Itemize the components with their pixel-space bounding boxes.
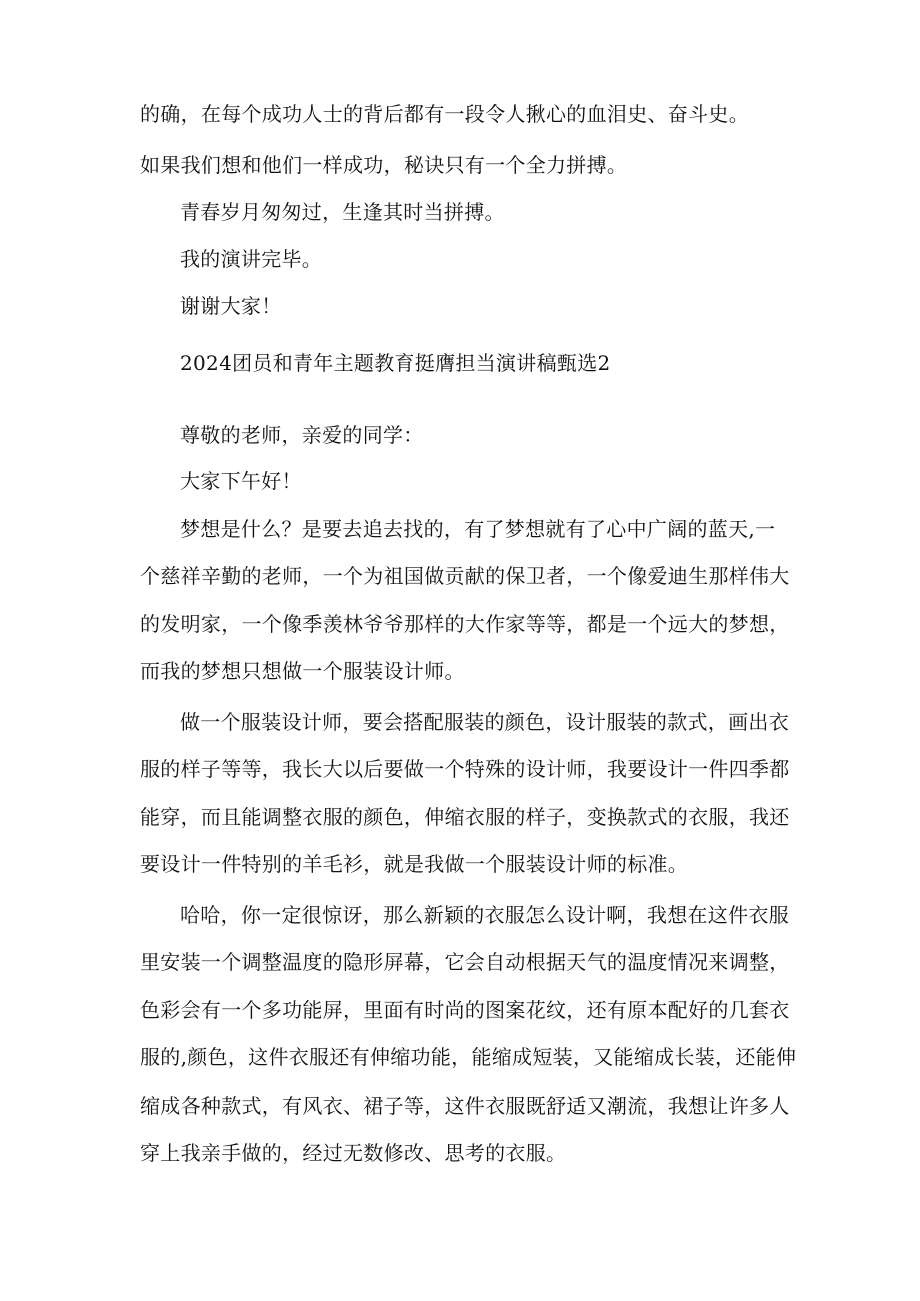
text-line: 要设计一件特别的羊毛衫，就是我做一个服装设计师的标准。	[140, 852, 689, 876]
text-line: 哈哈，你一定很惊讶，那么新颖的衣服怎么设计啊，我想在这件衣服	[180, 903, 789, 927]
text-line: 穿上我亲手做的，经过无数修改、思考的衣服。	[140, 1141, 567, 1165]
text-line: 青春岁月匆匆过，生逢其时当拼搏。	[180, 200, 505, 224]
salutation: 尊敬的老师，亲爱的同学：	[180, 423, 424, 447]
text-line: 能穿，而且能调整衣服的颜色，伸缩衣服的样子，变换款式的衣服，我还	[140, 805, 790, 829]
text-line: 服的样子等等，我长大以后要做一个特殊的设计师，我要设计一件四季都	[140, 757, 790, 781]
text-line: 的发明家，一个像季羡林爷爷那样的大作家等等，都是一个远大的梦想，	[140, 612, 790, 636]
section-heading: 2024团员和青年主题教育挺膺担当演讲稿甄选2	[180, 351, 611, 375]
text-line: 里安装一个调整温度的隐形屏幕，它会自动根据天气的温度情况来调整，	[140, 950, 790, 974]
text-line: 谢谢大家！	[180, 294, 282, 318]
text-line: 我的演讲完毕。	[180, 247, 323, 271]
text-line: 而我的梦想只想做一个服装设计师。	[140, 659, 465, 683]
text-line: 的确，在每个成功人士的背后都有一段令人揪心的血泪史、奋斗史。	[140, 102, 749, 126]
text-line: 缩成各种款式，有风衣、裙子等，这件衣服既舒适又潮流，我想让许多人	[140, 1094, 790, 1118]
text-line: 色彩会有一个多功能屏，里面有时尚的图案花纹，还有原本配好的几套衣	[140, 998, 790, 1022]
greeting: 大家下午好！	[180, 469, 302, 493]
text-line: 个慈祥辛勤的老师，一个为祖国做贡献的保卫者，一个像爱迪生那样伟大	[140, 564, 790, 588]
text-line: 做一个服装设计师，要会搭配服装的颜色，设计服装的款式，画出衣	[180, 710, 789, 734]
text-line: 如果我们想和他们一样成功，秘诀只有一个全力拼搏。	[140, 153, 628, 177]
text-line: 梦想是什么？是要去追去找的，有了梦想就有了心中广阔的蓝天,一	[180, 517, 776, 541]
text-line: 服的,颜色，这件衣服还有伸缩功能，能缩成短装，又能缩成长装，还能伸	[140, 1045, 797, 1069]
